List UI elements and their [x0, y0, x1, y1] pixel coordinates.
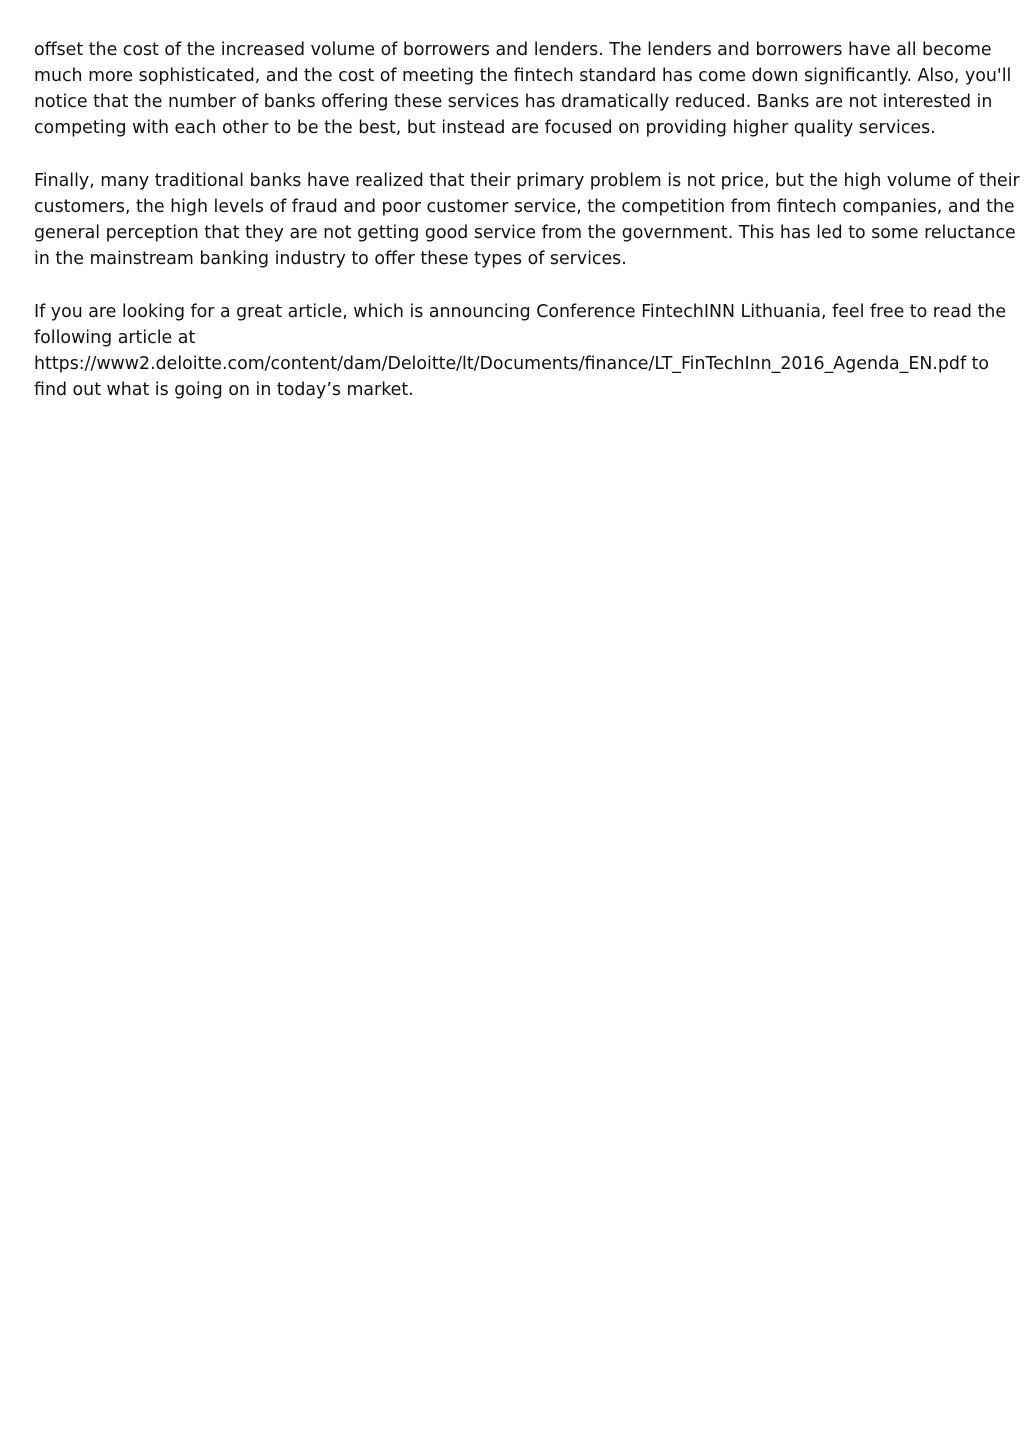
paragraph-2: [34, 168, 1020, 272]
document-body: [34, 37, 1020, 430]
paragraph-line: If you are looking for a great article, which is announcing Conference FintechINN Lithuania, feel free to read the: [34, 302, 1007, 322]
paragraph-line: general perception that they are not getting good service from the government. This has led to some reluctance: [34, 223, 1016, 243]
paragraph-line: Finally, many traditional banks have realized that their primary problem is not price, but the high volume of their: [34, 171, 1020, 191]
paragraph-line-url: https://www2.deloitte.com/content/dam/Deloitte/lt/Documents/finance/LT_FinTechInn_2016_Agenda_EN.pdf to: [34, 354, 990, 374]
paragraph-3: [34, 299, 1007, 403]
paragraph-line: in the mainstream banking industry to offer these types of services.: [34, 249, 627, 269]
paragraph-1: [34, 37, 1012, 141]
paragraph-line: following article at: [34, 328, 196, 348]
paragraph-line: notice that the number of banks offering these services has dramatically reduced. Banks are not interested in: [34, 92, 993, 112]
paragraph-line: offset the cost of the increased volume of borrowers and lenders. The lenders and borrowers have all become: [34, 40, 992, 60]
paragraph-line: customers, the high levels of fraud and poor customer service, the competition from fintech companies, and the: [34, 197, 1015, 217]
paragraph-line: competing with each other to be the best, but instead are focused on providing higher quality services.: [34, 118, 936, 138]
paragraph-line: find out what is going on in today’s market.: [34, 380, 414, 400]
paragraph-line: much more sophisticated, and the cost of meeting the fintech standard has come down significantly. Also, you'll: [34, 66, 1012, 86]
